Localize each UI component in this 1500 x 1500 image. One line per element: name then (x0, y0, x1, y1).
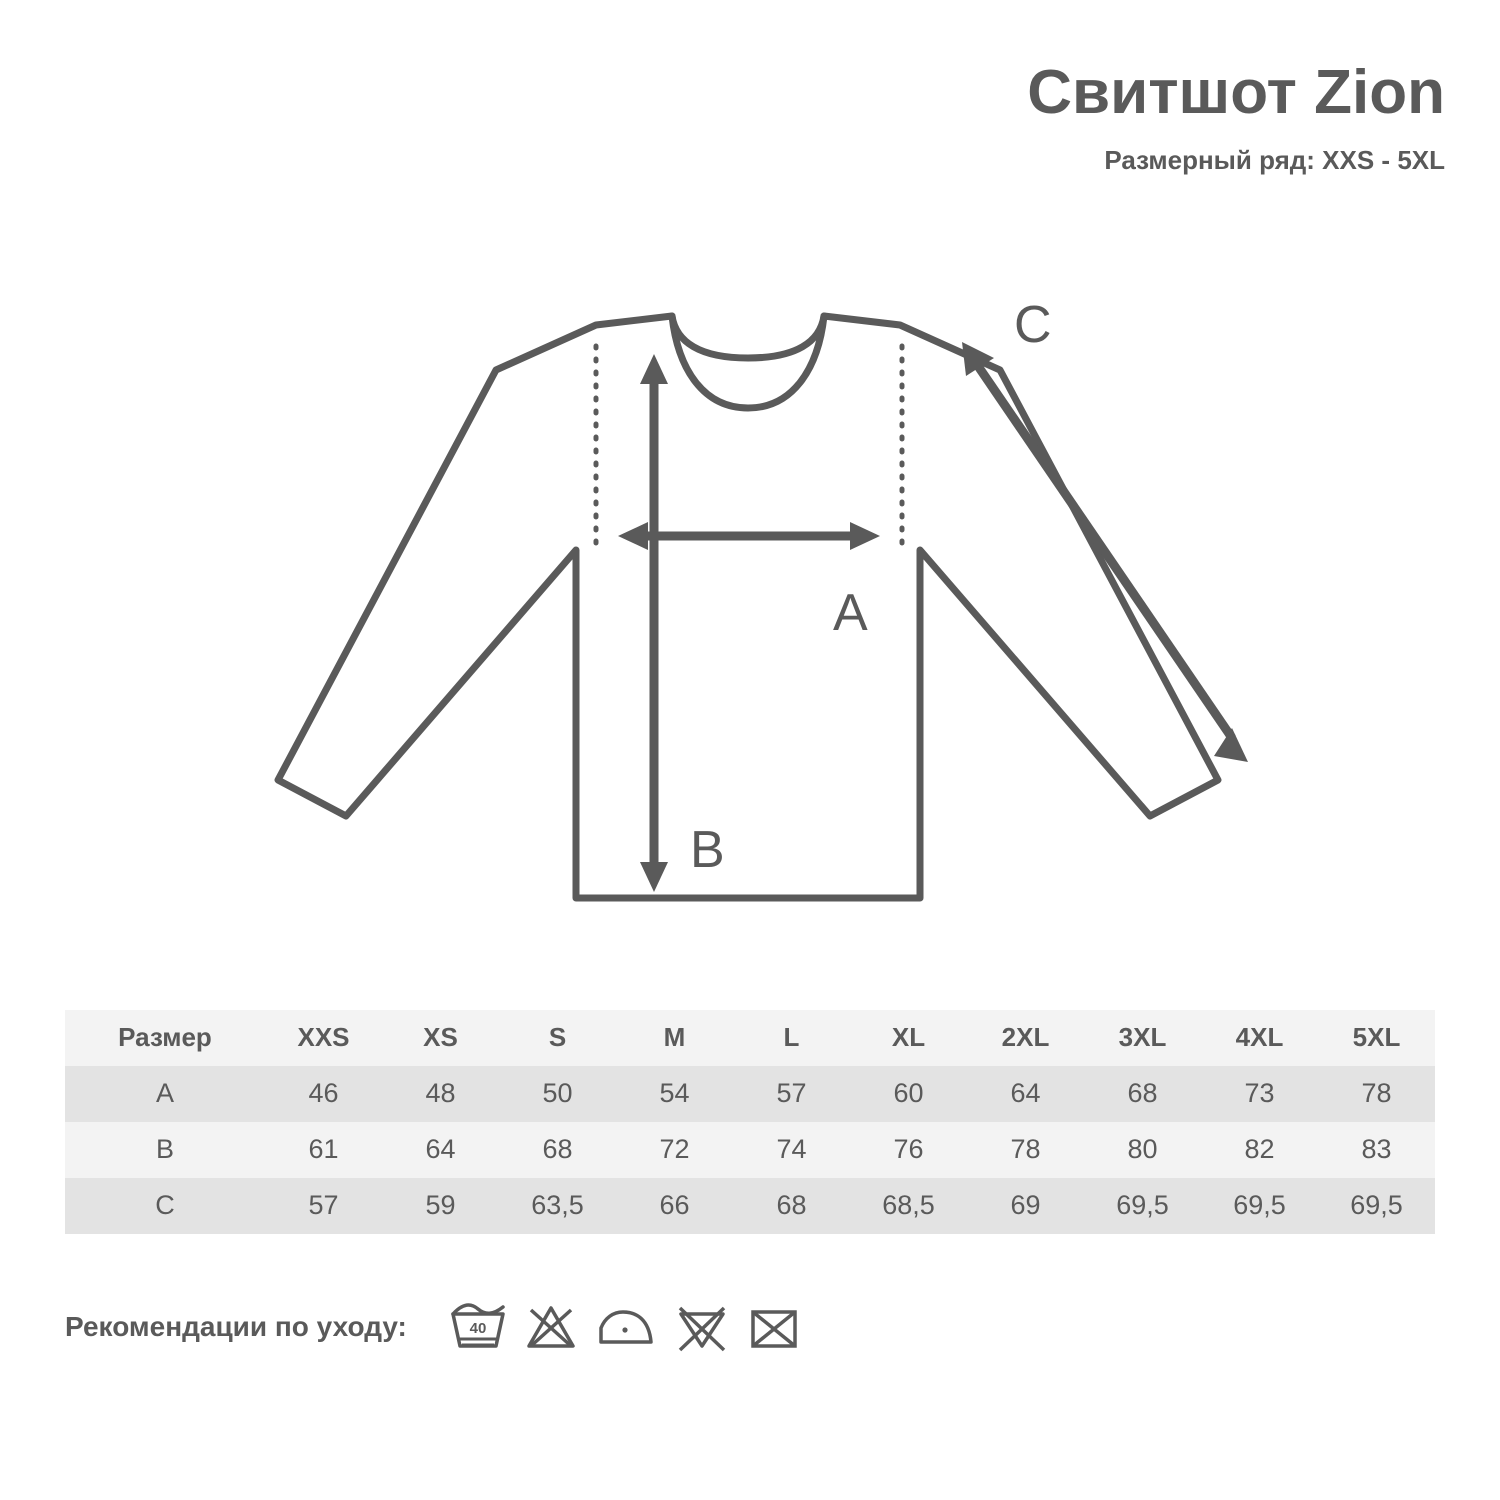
table-header-cell: L (783, 1022, 800, 1052)
table-cell: 69 (1010, 1190, 1041, 1220)
shoulder-seam-guides (596, 346, 902, 550)
row-label: C (155, 1190, 175, 1220)
table-header-cell: S (548, 1022, 567, 1052)
size-table-container (65, 1010, 1435, 1234)
table-cell: 83 (1361, 1134, 1392, 1164)
table-cell: 60 (893, 1078, 924, 1108)
table-cell: 46 (308, 1078, 339, 1108)
no-bleach-icon (525, 1300, 577, 1354)
measure-a-label: A (833, 584, 868, 642)
table-cell: 78 (1361, 1078, 1392, 1108)
row-label: B (155, 1134, 174, 1164)
table-row (65, 1066, 1435, 1122)
table-cell: 61 (308, 1134, 339, 1164)
table-cell: 64 (1010, 1078, 1041, 1108)
table-cell: 59 (425, 1190, 456, 1220)
table-header-cell: XL (891, 1022, 926, 1052)
table-header-cell: Размер (118, 1022, 212, 1052)
table-cell: 66 (659, 1190, 690, 1220)
header (1027, 60, 1445, 176)
table-header-cell: 3XL (1118, 1022, 1167, 1052)
measure-c-arrow (962, 342, 1248, 762)
iron-low-icon (595, 1300, 657, 1354)
measure-b-label: B (690, 821, 725, 879)
measure-c-label: C (1014, 296, 1052, 354)
table-cell: 69,5 (1116, 1190, 1169, 1220)
care-label: Рекомендации по уходу: (65, 1311, 407, 1342)
table-cell: 74 (776, 1134, 807, 1164)
wash-temperature-text: 40 (469, 1320, 487, 1337)
table-header-cell: M (663, 1022, 686, 1052)
table-cell: 64 (425, 1134, 456, 1164)
table-cell: 68 (776, 1190, 807, 1220)
table-cell: 48 (425, 1078, 456, 1108)
garment-diagram (0, 250, 1500, 950)
table-header-cell: XS (423, 1022, 458, 1052)
table-header-cell: 4XL (1235, 1022, 1284, 1052)
size-table (65, 1010, 1435, 1234)
table-cell: 50 (542, 1078, 573, 1108)
table-cell: 78 (1010, 1134, 1041, 1164)
wash-40-icon (449, 1300, 507, 1354)
care-instructions (65, 1300, 801, 1354)
table-header-cell: 5XL (1352, 1022, 1401, 1052)
table-cell: 80 (1127, 1134, 1158, 1164)
table-cell: 68 (542, 1134, 573, 1164)
care-icon-list (449, 1300, 801, 1354)
table-cell: 69,5 (1233, 1190, 1286, 1220)
table-header-row (65, 1010, 1435, 1066)
table-header-cell: 2XL (1001, 1022, 1050, 1052)
table-cell: 69,5 (1350, 1190, 1403, 1220)
table-cell: 73 (1244, 1078, 1275, 1108)
table-cell: 68 (1127, 1078, 1158, 1108)
table-cell: 68,5 (882, 1190, 935, 1220)
table-cell: 82 (1244, 1134, 1275, 1164)
row-label: A (155, 1078, 174, 1108)
sweatshirt-outline (278, 316, 1218, 898)
table-cell: 54 (659, 1078, 690, 1108)
page-title: Свитшот Zion (1027, 58, 1445, 127)
table-cell: 76 (893, 1134, 924, 1164)
no-dry-clean-icon (747, 1300, 801, 1354)
table-cell: 63,5 (531, 1190, 584, 1220)
measure-b-arrow (640, 354, 668, 892)
table-cell: 57 (776, 1078, 807, 1108)
table-header-cell: XXS (297, 1022, 350, 1052)
table-cell: 72 (659, 1134, 690, 1164)
size-range-subtitle: Размерный ряд: XXS - 5XL (1104, 145, 1445, 176)
table-row (65, 1122, 1435, 1178)
no-tumble-dry-icon (675, 1300, 729, 1354)
table-cell: 57 (308, 1190, 339, 1220)
table-row (65, 1178, 1435, 1234)
